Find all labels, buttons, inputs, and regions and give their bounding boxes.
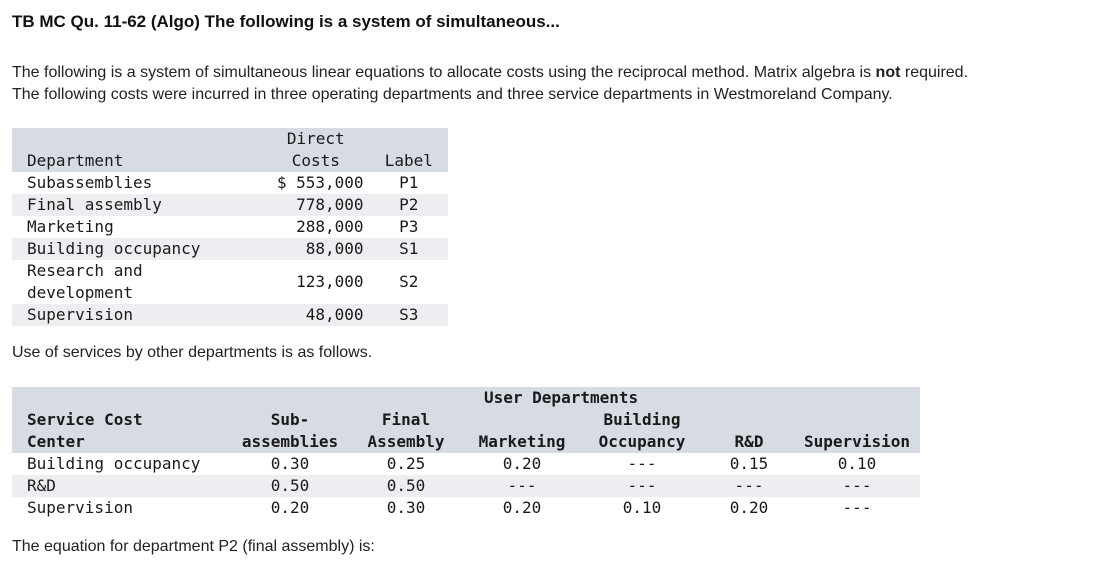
table-row: Building occupancy 0.30 0.25 0.20 --- 0.15 0.10 xyxy=(27,454,877,473)
costs-header-row xyxy=(12,128,448,150)
intro-text: The following is a system of simultaneous linear equations to allocate costs using the reciprocal method. Matrix algebra is xyxy=(12,64,876,81)
final-header-1: Final xyxy=(348,409,464,431)
building-header-2: Occupancy xyxy=(580,431,704,453)
intro-line-1 xyxy=(12,62,968,84)
sub-header-1: Sub- xyxy=(232,409,348,431)
service-header-row-2 xyxy=(12,431,920,453)
rd-line-1: Research and xyxy=(27,261,143,280)
costs-header-row-2 xyxy=(12,150,448,172)
marketing-header: Marketing xyxy=(464,431,580,453)
service-usage-table xyxy=(12,387,920,519)
sub-header-2: assemblies xyxy=(232,431,348,453)
table-row: R&D 0.50 0.50 --- --- --- --- xyxy=(12,475,920,497)
table-row: Supervision 48,000 S3 xyxy=(12,304,448,326)
direct-costs-header-1: Direct xyxy=(228,128,370,150)
question-title: TB MC Qu. 11-62 (Algo) The following is a system of simultaneous... xyxy=(12,12,560,31)
supervision-header: Supervision xyxy=(794,431,920,453)
rd-line-2: development xyxy=(27,283,133,302)
direct-costs-header-2: Costs xyxy=(228,150,370,172)
user-departments-row xyxy=(12,387,920,409)
table-row: Building occupancy 88,000 S1 xyxy=(12,238,448,260)
equation-prompt: The equation for department P2 (final assembly) is: xyxy=(12,538,375,555)
rd-header: R&D xyxy=(704,431,794,453)
intro-emphasis: not xyxy=(875,64,901,81)
label-header: Label xyxy=(370,150,448,172)
table-row: Research and development 123,000 S2 xyxy=(27,261,419,302)
services-intro: Use of services by other departments is as follows. xyxy=(12,344,373,361)
table-row: Subassemblies $ 553,000 P1 xyxy=(27,173,419,192)
building-header-1: Building xyxy=(580,409,704,431)
service-center-header-2: Center xyxy=(12,431,232,453)
table-row: Final assembly 778,000 P2 xyxy=(12,194,448,216)
table-row: Marketing 288,000 P3 xyxy=(27,217,419,236)
service-center-header-1: Service Cost xyxy=(12,409,232,431)
service-header-row-1 xyxy=(12,409,920,431)
table-row: Supervision 0.20 0.30 0.20 0.10 0.20 --- xyxy=(27,498,872,517)
user-departments-header: User Departments xyxy=(484,388,639,407)
final-header-2: Assembly xyxy=(348,431,464,453)
intro-text-end: required. xyxy=(900,64,969,81)
intro-paragraph xyxy=(12,62,968,106)
intro-line-2: The following costs were incurred in three operating departments and three service departments in Westmoreland Company. xyxy=(12,86,893,103)
department-header: Department xyxy=(12,150,228,172)
direct-costs-table xyxy=(12,128,448,326)
